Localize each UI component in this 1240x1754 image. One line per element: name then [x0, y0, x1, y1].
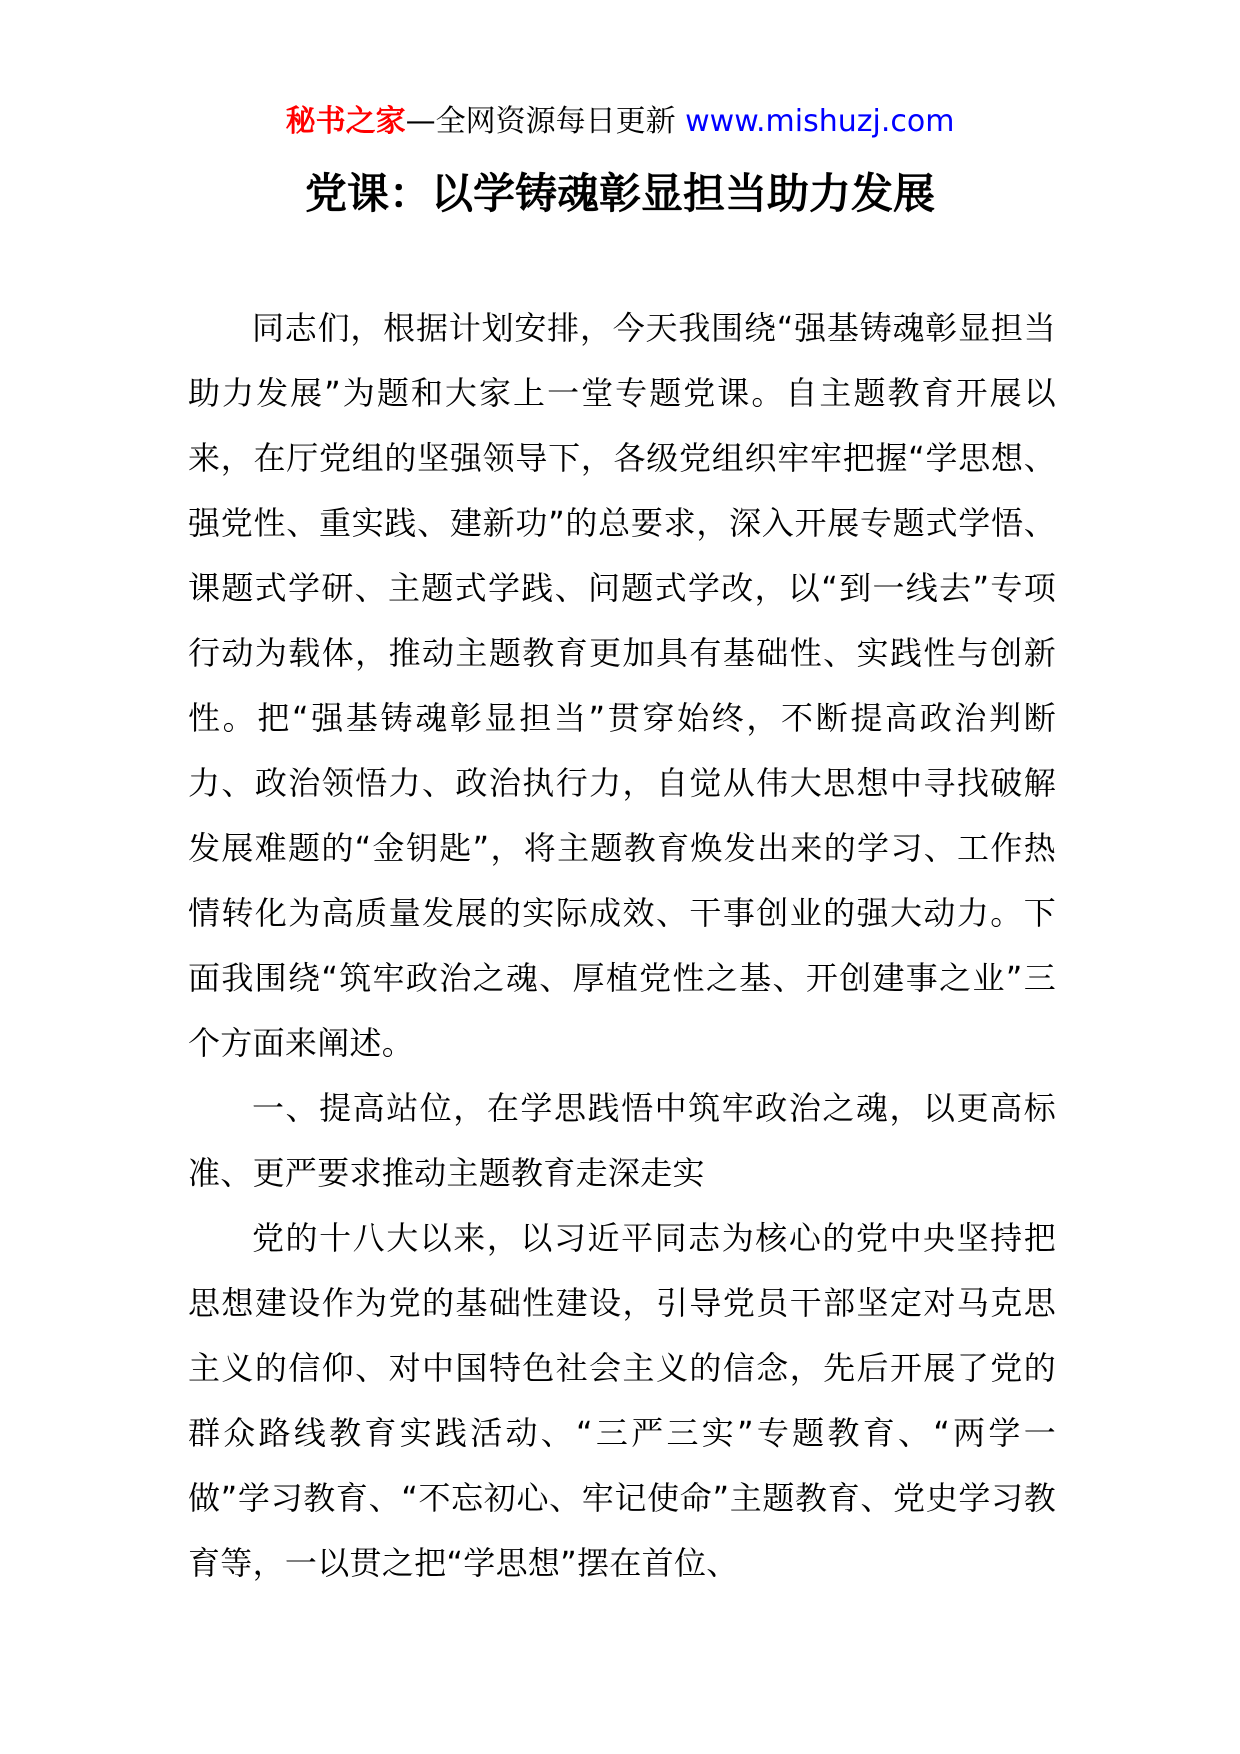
section-paragraph: 党的十八大以来，以习近平同志为核心的党中央坚持把思想建设作为党的基础性建设，引导党员干部坚定对马克思主义的信仰、对中国特色社会主义的信念，先后开展了党的群众路线教育实践活动、“三严三实”专题教育、“两学一做”学习教育、“不忘初心、牢记使命”主题教育、党史学习教育等，一以贯之把“学思想”摆在首位、 — [188, 1219, 1056, 1582]
document-body — [188, 296, 1056, 1596]
section-heading: 一、提高站位，在学思践悟中筑牢政治之魂，以更高标准、更严要求推动主题教育走深走实 — [188, 1089, 1056, 1192]
brand-name: 秘书之家 — [285, 104, 406, 139]
site-header — [0, 100, 1240, 144]
site-url-link[interactable]: www.mishuzj.com — [685, 104, 955, 139]
header-tagline: —全网资源每日更新 — [405, 104, 676, 139]
document-title: 党课：以学铸魂彰显担当助力发展 — [304, 169, 935, 218]
intro-paragraph: 同志们，根据计划安排，今天我围绕“强基铸魂彰显担当助力发展”为题和大家上一堂专题党课。自主题教育开展以来，在厅党组的坚强领导下，各级党组织牢牢把握“学思想、强党性、重实践、建新功”的总要求，深入开展专题式学悟、课题式学研、主题式学践、问题式学改，以“到一线去”专项行动为载体，推动主题教育更加具有基础性、实践性与创新性。把“强基铸魂彰显担当”贯穿始终，不断提高政治判断力、政治领悟力、政治执行力，自觉从伟大思想中寻找破解发展难题的“金钥匙”，将主题教育焕发出来的学习、工作热情转化为高质量发展的实际成效、干事创业的强大动力。下面我围绕“筑牢政治之魂、厚植党性之基、开创建事之业”三个方面来阐述。 — [188, 309, 1056, 1062]
